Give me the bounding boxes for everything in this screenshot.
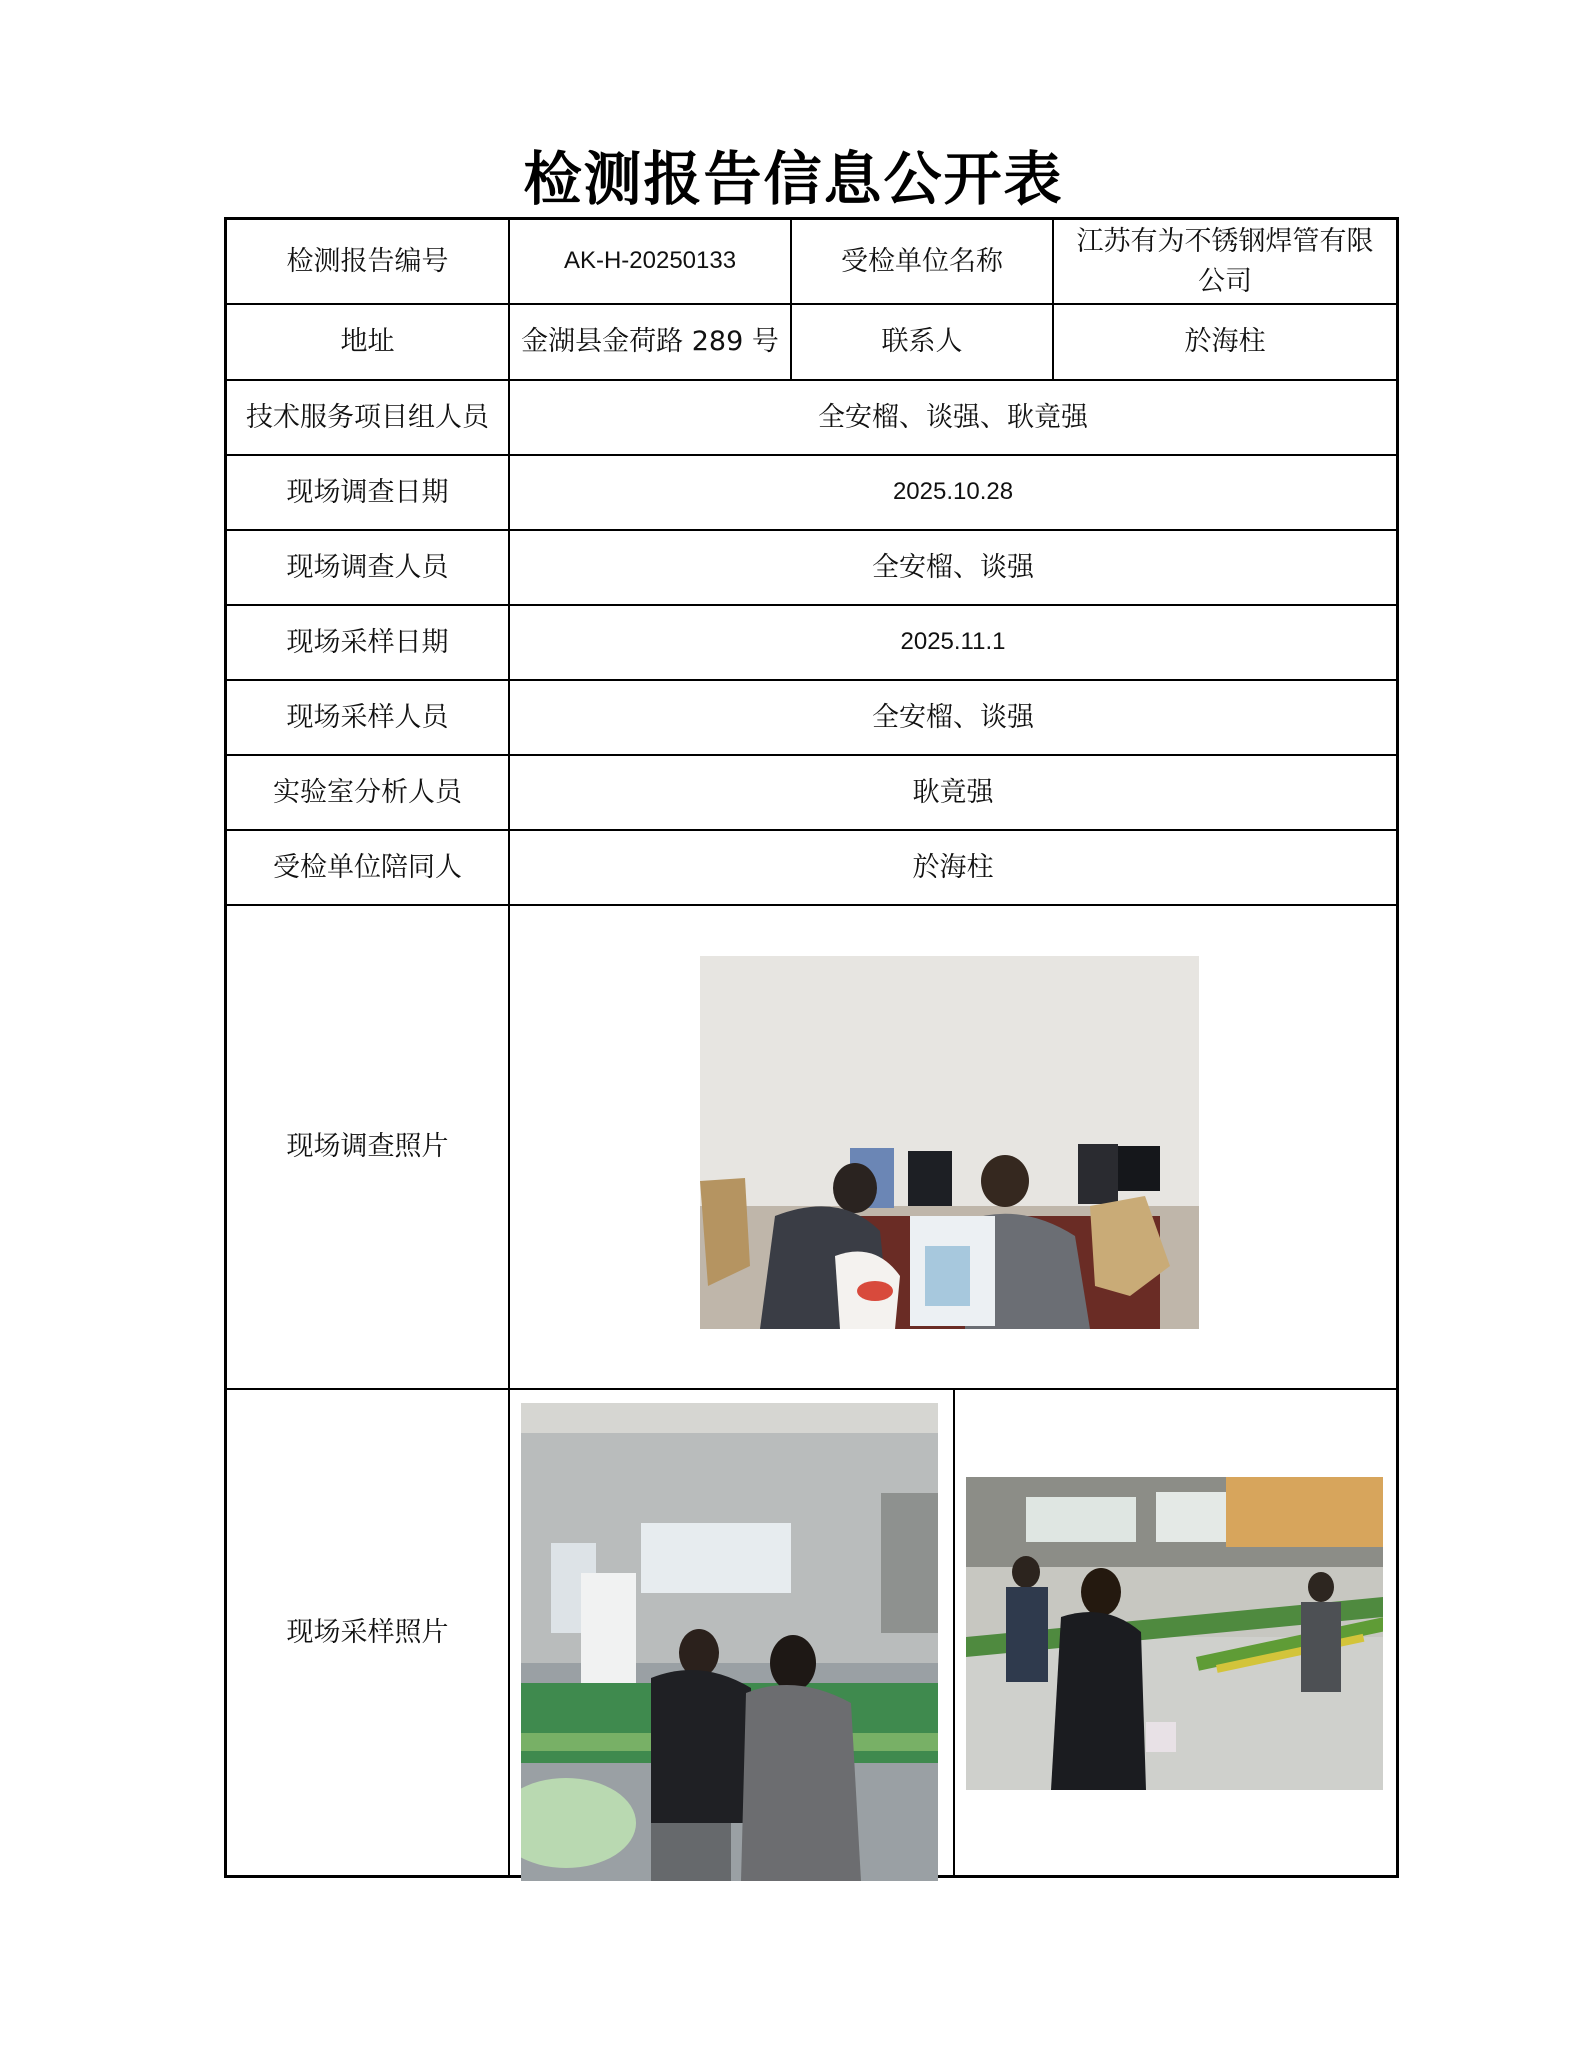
survey-photo-label: 现场调查照片 <box>286 1131 449 1163</box>
report-no-value: AK-H-20250133 <box>563 247 737 275</box>
lab-staff-value: 耿竟强 <box>912 776 994 808</box>
sampling-photo-1 <box>521 1403 938 1881</box>
address-label: 地址 <box>340 326 395 358</box>
report-no-label: 检测报告编号 <box>286 245 449 277</box>
sampling-photo-2 <box>966 1477 1383 1790</box>
team-value: 全安榴、谈强、耿竟强 <box>818 401 1088 433</box>
sampling-staff-label: 现场采样人员 <box>286 701 449 733</box>
sampling-staff-value: 全安榴、谈强 <box>872 701 1034 733</box>
unit-name-value: 江苏有为不锈钢焊管有限公司 <box>1076 226 1374 297</box>
address-value: 金湖县金荷路 289 号 <box>521 326 779 358</box>
contact-label: 联系人 <box>881 326 963 358</box>
survey-staff-label: 现场调查人员 <box>286 551 449 583</box>
sampling-date-value: 2025.11.1 <box>900 628 1006 656</box>
sampling-date-label: 现场采样日期 <box>286 626 449 658</box>
escort-value: 於海柱 <box>912 851 994 883</box>
escort-label: 受检单位陪同人 <box>273 851 462 883</box>
unit-name-label: 受检单位名称 <box>841 245 1003 277</box>
page-title: 检测报告信息公开表 <box>523 145 1064 213</box>
survey-staff-value: 全安榴、谈强 <box>872 551 1034 583</box>
sampling-photo-label: 现场采样照片 <box>286 1616 449 1648</box>
team-label: 技术服务项目组人员 <box>246 401 489 433</box>
survey-date-value: 2025.10.28 <box>892 478 1014 506</box>
survey-photo <box>700 956 1199 1329</box>
contact-value: 於海柱 <box>1184 326 1266 358</box>
lab-staff-label: 实验室分析人员 <box>273 776 462 808</box>
survey-date-label: 现场调查日期 <box>286 476 449 508</box>
